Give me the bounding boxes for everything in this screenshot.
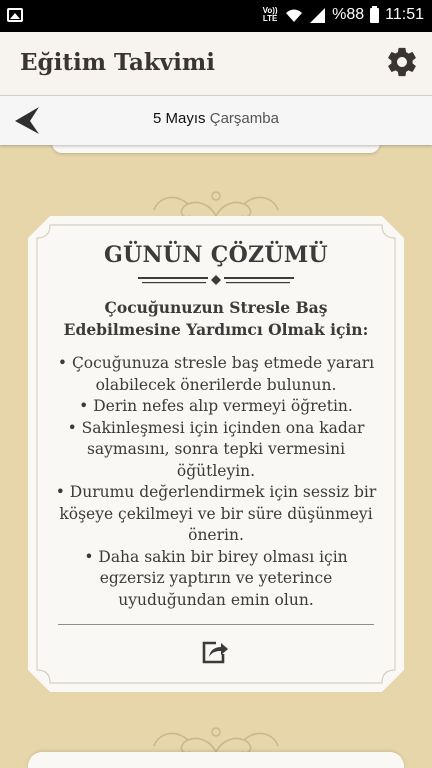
card-subtitle: Çocuğunuzun Stresle Baş Edebilmesine Yardımcı Olmak için: <box>63 298 369 339</box>
list-item: • Durumu değerlendirmek için sessiz bir köşeye çekilmeyi ve bir süre düşünmeyi önerin. <box>50 482 382 547</box>
share-icon[interactable] <box>200 636 230 666</box>
divider-line <box>58 624 374 625</box>
app-bar <box>0 32 432 96</box>
next-card-edge <box>28 752 404 768</box>
list-item: • Derin nefes alıp vermeyi öğretin. <box>50 396 382 418</box>
date-day: 5 Mayıs <box>153 110 206 127</box>
clock: 11:51 <box>385 6 424 23</box>
signal-icon <box>309 7 326 24</box>
current-date <box>0 110 432 127</box>
date-bar <box>0 96 432 145</box>
flourish-bottom <box>140 716 292 756</box>
gear-icon[interactable] <box>385 45 419 79</box>
image-icon <box>7 8 23 22</box>
wifi-icon <box>285 7 303 23</box>
date-weekday: Çarşamba <box>209 110 279 127</box>
volte-indicator: Vo)) LTE <box>262 6 278 23</box>
list-item: • Daha sakin bir birey olması için egzersiz yaptırın ve yeterince uyuduğundan emin olun. <box>50 547 382 612</box>
status-bar <box>0 0 432 32</box>
flourish-top <box>140 180 292 220</box>
heading-divider <box>138 274 294 288</box>
battery-icon <box>370 8 379 23</box>
card-heading: GÜNÜN ÇÖZÜMÜ <box>103 242 329 268</box>
app-title: Eğitim Takvimi <box>20 49 215 76</box>
tips-list <box>50 353 382 611</box>
list-item: • Çocuğunuza stresle baş etmede yararı olabilecek önerilerde bulunun. <box>50 353 382 396</box>
list-item: • Sakinleşmesi için içinden ona kadar saymasını, sonra tepki vermesini öğütleyin. <box>50 418 382 483</box>
battery-percent: %88 <box>332 6 365 23</box>
